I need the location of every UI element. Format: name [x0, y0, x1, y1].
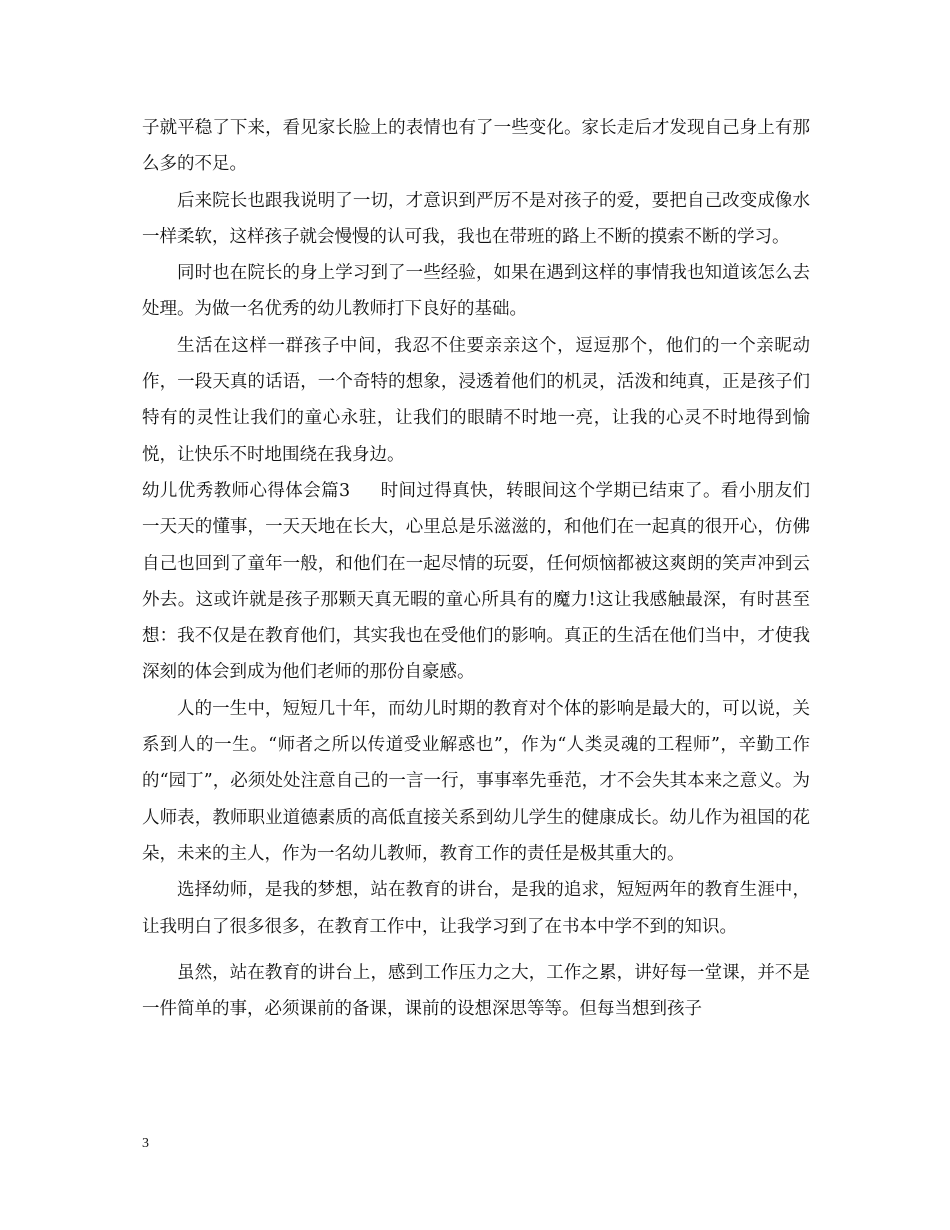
paragraph-education-impact: 人的一生中，短短几十年，而幼儿时期的教育对个体的影响是最大的，可以说，关系到人的一生。“师者之所以传道受业解惑也”，作为“人类灵魂的工程师”，辛勤工作的“园丁”，必须处处注意自己的一言一行，事事率先垂范，才不会失其本来之意义。为人师表，教师职业道德素质的高低直接关系到幼儿学生的健康成长。幼儿作为祖国的花朵，未来的主人，作为一名幼儿教师，教育工作的责任是极其重大的。	[142, 698, 810, 864]
section-paragraph	[142, 473, 810, 691]
paragraph-work-pressure: 虽然，站在教育的讲台上，感到工作压力之大，工作之累，讲好每一堂课，并不是一件简单的事，必须课前的备课，课前的设想深思等等。但每当想到孩子	[142, 962, 810, 1020]
page-number: 3	[142, 1136, 149, 1151]
paragraph-principal-advice: 后来院长也跟我说明了一切，才意识到严厉不是对孩子的爱，要把自己改变成像水一样柔软，这样孩子就会慢慢的认可我，我也在带班的路上不断的摸索不断的学习。	[142, 190, 810, 247]
paragraph-choosing-teaching: 选择幼师，是我的梦想，站在教育的讲台，是我的追求，短短两年的教育生涯中，让我明白了很多很多，在教育工作中，让我学习到了在书本中学不到的知识。	[142, 880, 810, 937]
section-text: 时间过得真快，转眼间这个学期已结束了。看小朋友们一天天的懂事，一天天地在长大，心里总是乐滋滋的，和他们在一起真的很开心，仿佛自己也回到了童年一般，和他们在一起尽情的玩耍，任何烦恼都被这爽朗的笑声冲到云外去。这或许就是孩子那颗天真无暇的童心所具有的魔力!这让我感触最深，有时甚至想：我不仅是在教育他们，其实我也在受他们的影响。真正的生活在他们当中，才使我深刻的体会到成为他们老师的那份自豪感。	[142, 480, 811, 683]
document-body	[142, 110, 810, 1027]
section-heading: 幼儿优秀教师心得体会篇3	[142, 480, 351, 501]
paragraph-learning-experience: 同时也在院长的身上学习到了一些经验，如果在遇到这样的事情我也知道该怎么去处理。为做一名优秀的幼儿教师打下良好的基础。	[142, 263, 810, 320]
paragraph-children-life: 生活在这样一群孩子中间，我忍不住要亲亲这个，逗逗那个，他们的一个亲昵动作，一段天真的话语，一个奇特的想象，浸透着他们的机灵，活泼和纯真，正是孩子们特有的灵性让我们的童心永驻，让我们的眼睛不时地一亮，让我的心灵不时地得到愉悦，让快乐不时地围绕在我身边。	[142, 335, 810, 465]
paragraph-continuation: 子就平稳了下来，看见家长脸上的表情也有了一些变化。家长走后才发现自己身上有那么多的不足。	[142, 118, 810, 175]
